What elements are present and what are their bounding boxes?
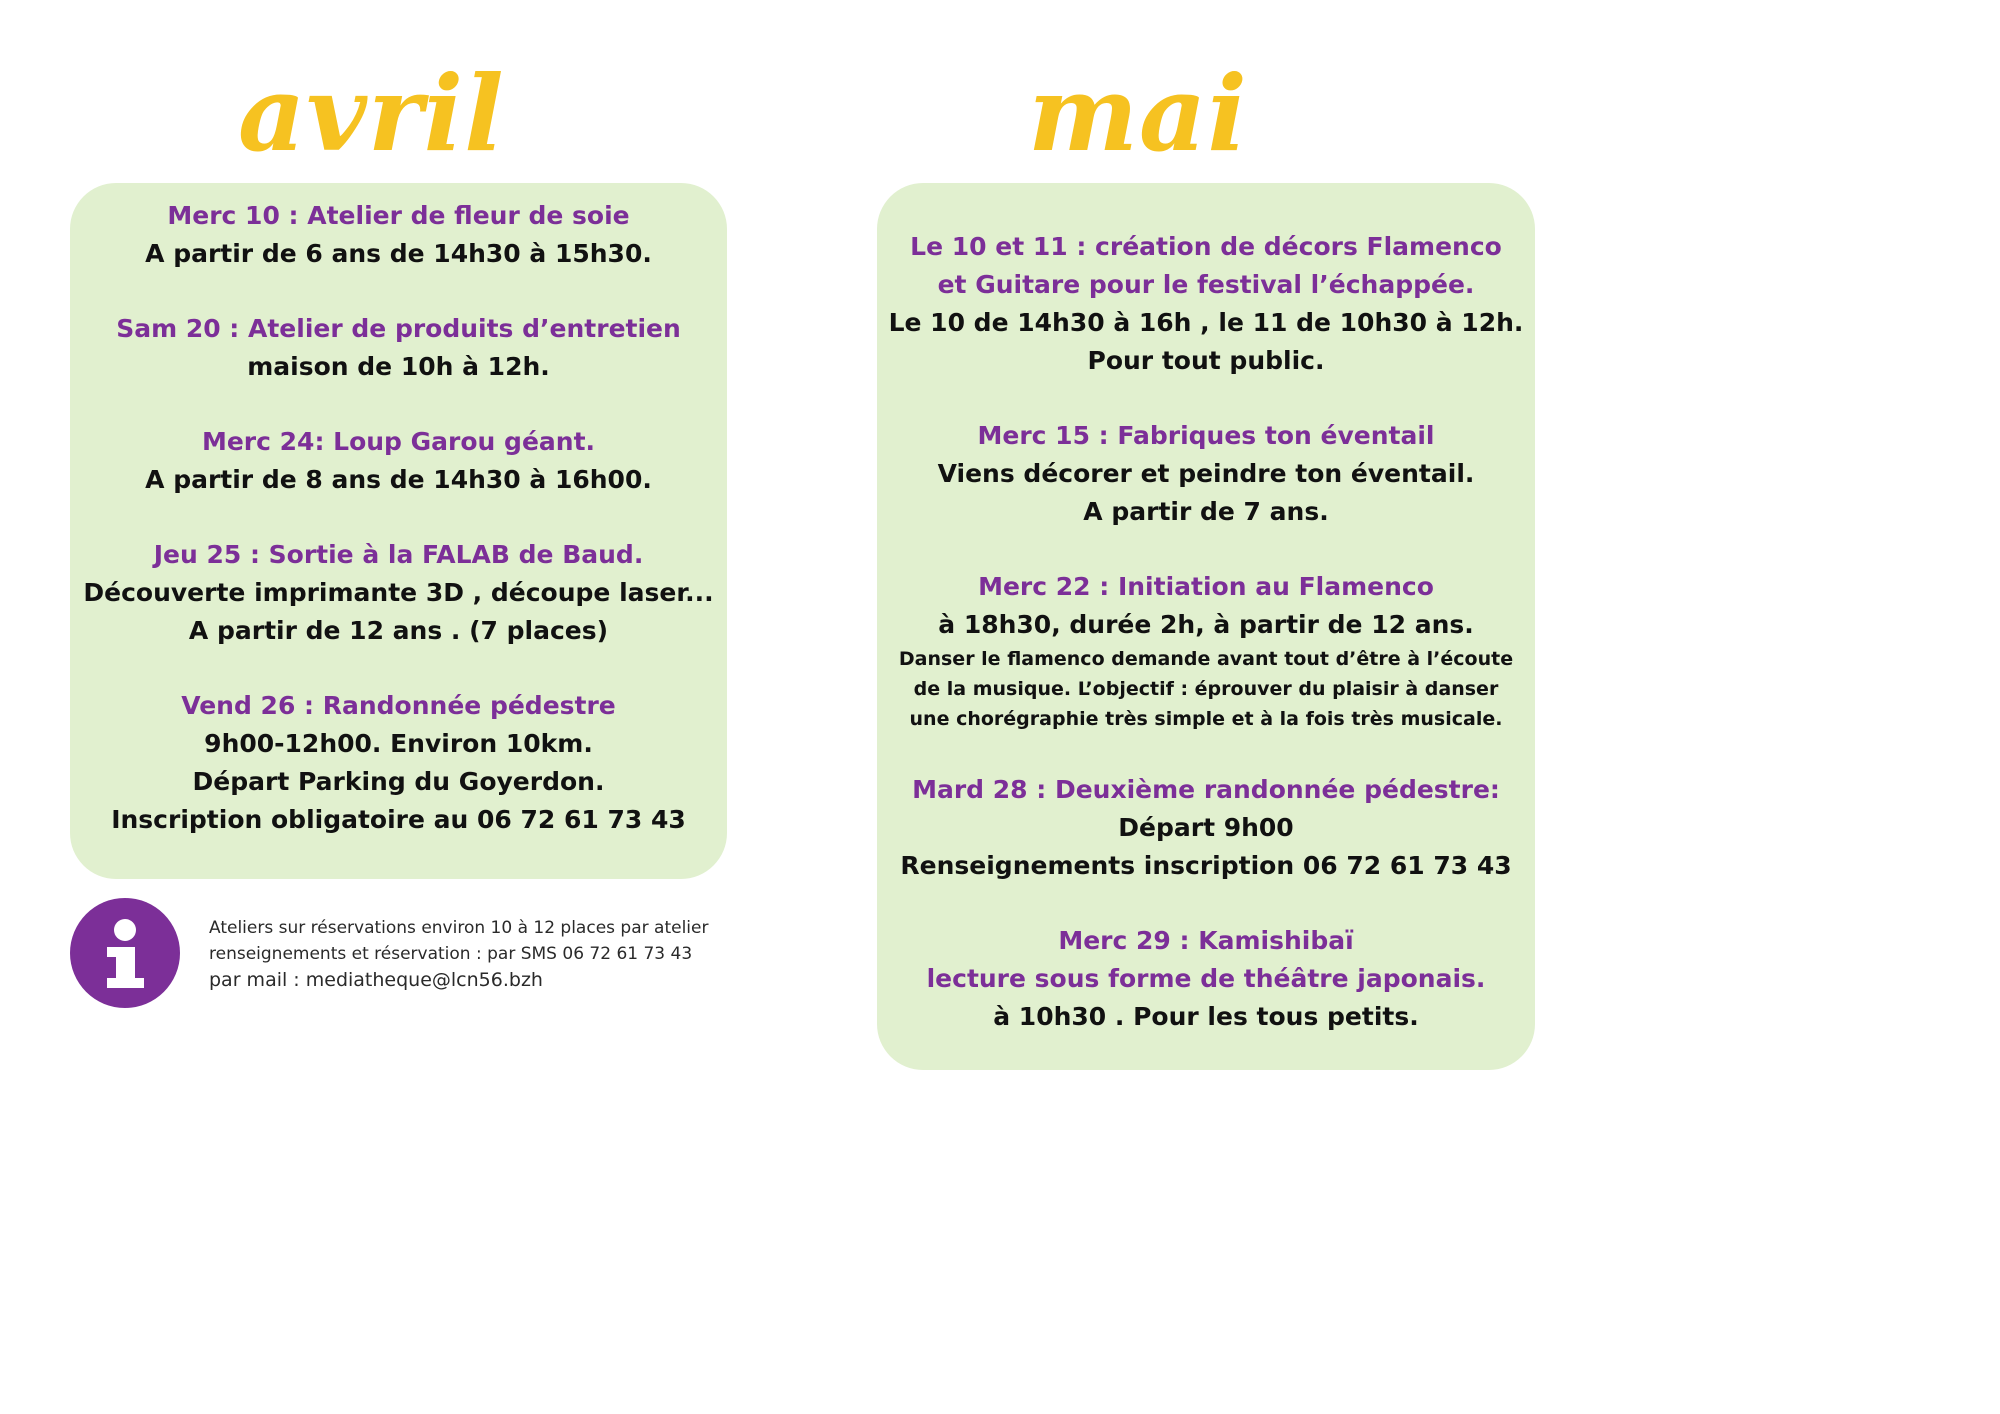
event-detail: A partir de 6 ans de 14h30 à 15h30.	[145, 239, 652, 268]
event-detail: 9h00-12h00. Environ 10km.	[204, 729, 593, 758]
event-detail: Inscription obligatoire au 06 72 61 73 43	[111, 805, 686, 834]
event-heading: et Guitare pour le festival l’échappée.	[937, 270, 1475, 299]
info-mail-line: par mail : mediatheque@lcn56.bzh	[209, 969, 543, 991]
event-description: de la musique. L’objectif : éprouver du plaisir à danser	[913, 678, 1499, 700]
event-description: Danser le flamenco demande avant tout d’être à l’écoute	[898, 648, 1514, 670]
info-note	[209, 915, 708, 993]
april-events-panel	[70, 183, 727, 879]
event-detail: Renseignements inscription 06 72 61 73 43	[900, 851, 1512, 880]
event-detail: maison de 10h à 12h.	[247, 352, 550, 381]
may-events-panel	[877, 183, 1535, 1070]
event-heading: Merc 10 : Atelier de fleur de soie	[167, 201, 630, 230]
event-detail: Départ Parking du Goyerdon.	[192, 767, 605, 796]
event-heading: Le 10 et 11 : création de décors Flamenco	[910, 232, 1502, 261]
event-heading: Sam 20 : Atelier de produits d’entretien	[116, 314, 681, 343]
event-heading: Mard 28 : Deuxième randonnée pédestre:	[912, 775, 1500, 804]
event-heading: Jeu 25 : Sortie à la FALAB de Baud.	[153, 540, 644, 569]
month-title-avril: avril	[238, 52, 505, 175]
event-block	[877, 922, 1535, 1036]
event-block	[877, 417, 1535, 531]
event-heading: Merc 29 : Kamishibaï	[1058, 926, 1354, 955]
event-heading: Vend 26 : Randonnée pédestre	[181, 691, 616, 720]
event-detail: à 18h30, durée 2h, à partir de 12 ans.	[938, 610, 1474, 639]
month-title-mai: mai	[1028, 52, 1248, 175]
event-description: une chorégraphie très simple et à la fois très musicale.	[909, 708, 1503, 730]
event-detail: Viens décorer et peindre ton éventail.	[937, 459, 1475, 488]
event-detail: A partir de 7 ans.	[1083, 497, 1329, 526]
event-detail: A partir de 8 ans de 14h30 à 16h00.	[145, 465, 652, 494]
event-detail: Le 10 de 14h30 à 16h , le 11 de 10h30 à 12h.	[888, 308, 1524, 337]
event-block	[877, 771, 1535, 885]
event-heading: Merc 15 : Fabriques ton éventail	[977, 421, 1435, 450]
event-detail: à 10h30 . Pour les tous petits.	[993, 1002, 1419, 1031]
event-block	[70, 536, 727, 650]
event-block	[70, 197, 727, 273]
event-heading: Merc 22 : Initiation au Flamenco	[978, 572, 1434, 601]
info-line: Ateliers sur réservations environ 10 à 12 places par atelier	[209, 918, 709, 938]
event-block	[877, 568, 1535, 734]
event-detail: Découverte imprimante 3D , découpe laser...	[83, 578, 714, 607]
event-heading: Merc 24: Loup Garou géant.	[201, 427, 596, 456]
event-block	[877, 228, 1535, 380]
event-detail: Départ 9h00	[1118, 813, 1294, 842]
event-heading: lecture sous forme de théâtre japonais.	[926, 964, 1486, 993]
event-detail: A partir de 12 ans . (7 places)	[188, 616, 609, 645]
event-detail: Pour tout public.	[1087, 346, 1325, 375]
event-block	[70, 310, 727, 386]
info-line: renseignements et réservation : par SMS 06 72 61 73 43	[209, 944, 693, 964]
event-block	[70, 423, 727, 499]
event-block	[70, 687, 727, 839]
info-icon	[70, 898, 180, 1008]
